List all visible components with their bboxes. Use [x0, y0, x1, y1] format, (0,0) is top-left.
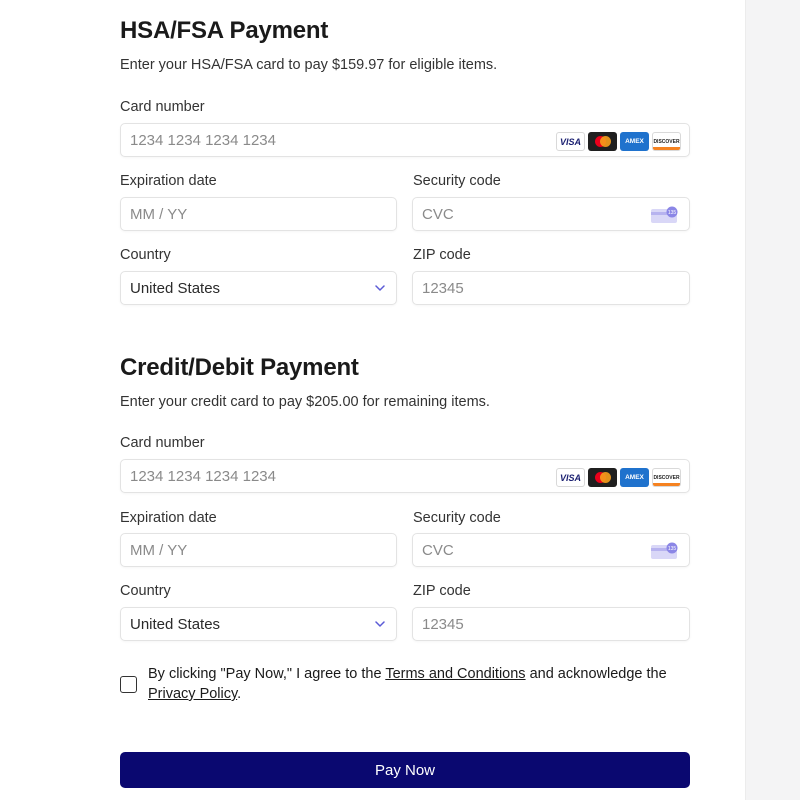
visa-icon: VISA — [556, 132, 585, 151]
mastercard-icon — [588, 468, 617, 487]
credit-subtitle: Enter your credit card to pay $205.00 for remaining items. — [120, 394, 490, 410]
credit-security-code-placeholder: CVC — [422, 541, 454, 559]
hsa-card-number-label: Card number — [120, 99, 205, 115]
chevron-down-icon — [374, 282, 386, 294]
hsa-security-code-label: Security code — [413, 173, 501, 189]
hsa-expiration-label: Expiration date — [120, 173, 217, 189]
svg-text:135: 135 — [667, 210, 677, 216]
credit-country-label: Country — [120, 583, 171, 599]
credit-card-number-label: Card number — [120, 435, 205, 451]
credit-security-code-input[interactable] — [412, 533, 690, 567]
hsa-expiration-input[interactable] — [120, 197, 397, 231]
hsa-section — [120, 17, 690, 73]
credit-security-code-label: Security code — [413, 510, 501, 526]
pay-now-button[interactable]: Pay Now — [120, 752, 690, 788]
credit-zip-placeholder: 12345 — [422, 615, 464, 633]
svg-text:135: 135 — [667, 546, 677, 552]
credit-title: Credit/Debit Payment — [120, 354, 359, 381]
hsa-expiration-placeholder: MM / YY — [130, 205, 188, 223]
cvc-card-icon — [651, 542, 679, 560]
discover-icon: DISCOVER — [652, 468, 681, 487]
hsa-subtitle: Enter your HSA/FSA card to pay $159.97 for eligible items. — [120, 57, 498, 73]
credit-section — [120, 354, 690, 410]
consent-text: By clicking "Pay Now," I agree to the Terms and Conditions and acknowledge the Privacy Policy. — [148, 666, 667, 702]
credit-card-number-input[interactable] — [120, 459, 690, 493]
hsa-security-code-placeholder: CVC — [422, 205, 454, 223]
hsa-card-brands — [556, 132, 681, 151]
consent-checkbox[interactable] — [120, 676, 137, 693]
cvc-card-icon — [651, 206, 679, 224]
hsa-security-code-input[interactable] — [412, 197, 690, 231]
amex-icon: AMEX — [620, 132, 649, 151]
credit-country-value: United States — [130, 615, 221, 633]
hsa-zip-label: ZIP code — [413, 247, 471, 263]
hsa-title: HSA/FSA Payment — [120, 17, 329, 44]
hsa-card-number-placeholder: 1234 1234 1234 1234 — [130, 131, 276, 149]
credit-zip-label: ZIP code — [413, 583, 471, 599]
terms-link[interactable]: Terms and Conditions — [385, 666, 526, 682]
hsa-card-number-input[interactable] — [120, 123, 690, 157]
hsa-country-select[interactable] — [120, 271, 397, 305]
hsa-country-label: Country — [120, 247, 171, 263]
visa-icon: VISA — [556, 468, 585, 487]
credit-card-brands — [556, 468, 681, 487]
hsa-country-value: United States — [130, 279, 221, 297]
credit-expiration-label: Expiration date — [120, 510, 217, 526]
credit-country-select[interactable] — [120, 607, 397, 641]
hsa-zip-placeholder: 12345 — [422, 279, 464, 297]
credit-card-number-placeholder: 1234 1234 1234 1234 — [130, 467, 276, 485]
hsa-zip-input[interactable] — [412, 271, 690, 305]
mastercard-icon — [588, 132, 617, 151]
chevron-down-icon — [374, 618, 386, 630]
discover-icon: DISCOVER — [652, 132, 681, 151]
privacy-policy-link[interactable]: Privacy Policy — [148, 686, 238, 702]
amex-icon: AMEX — [620, 468, 649, 487]
credit-expiration-placeholder: MM / YY — [130, 541, 188, 559]
credit-zip-input[interactable] — [412, 607, 690, 641]
credit-expiration-input[interactable] — [120, 533, 397, 567]
